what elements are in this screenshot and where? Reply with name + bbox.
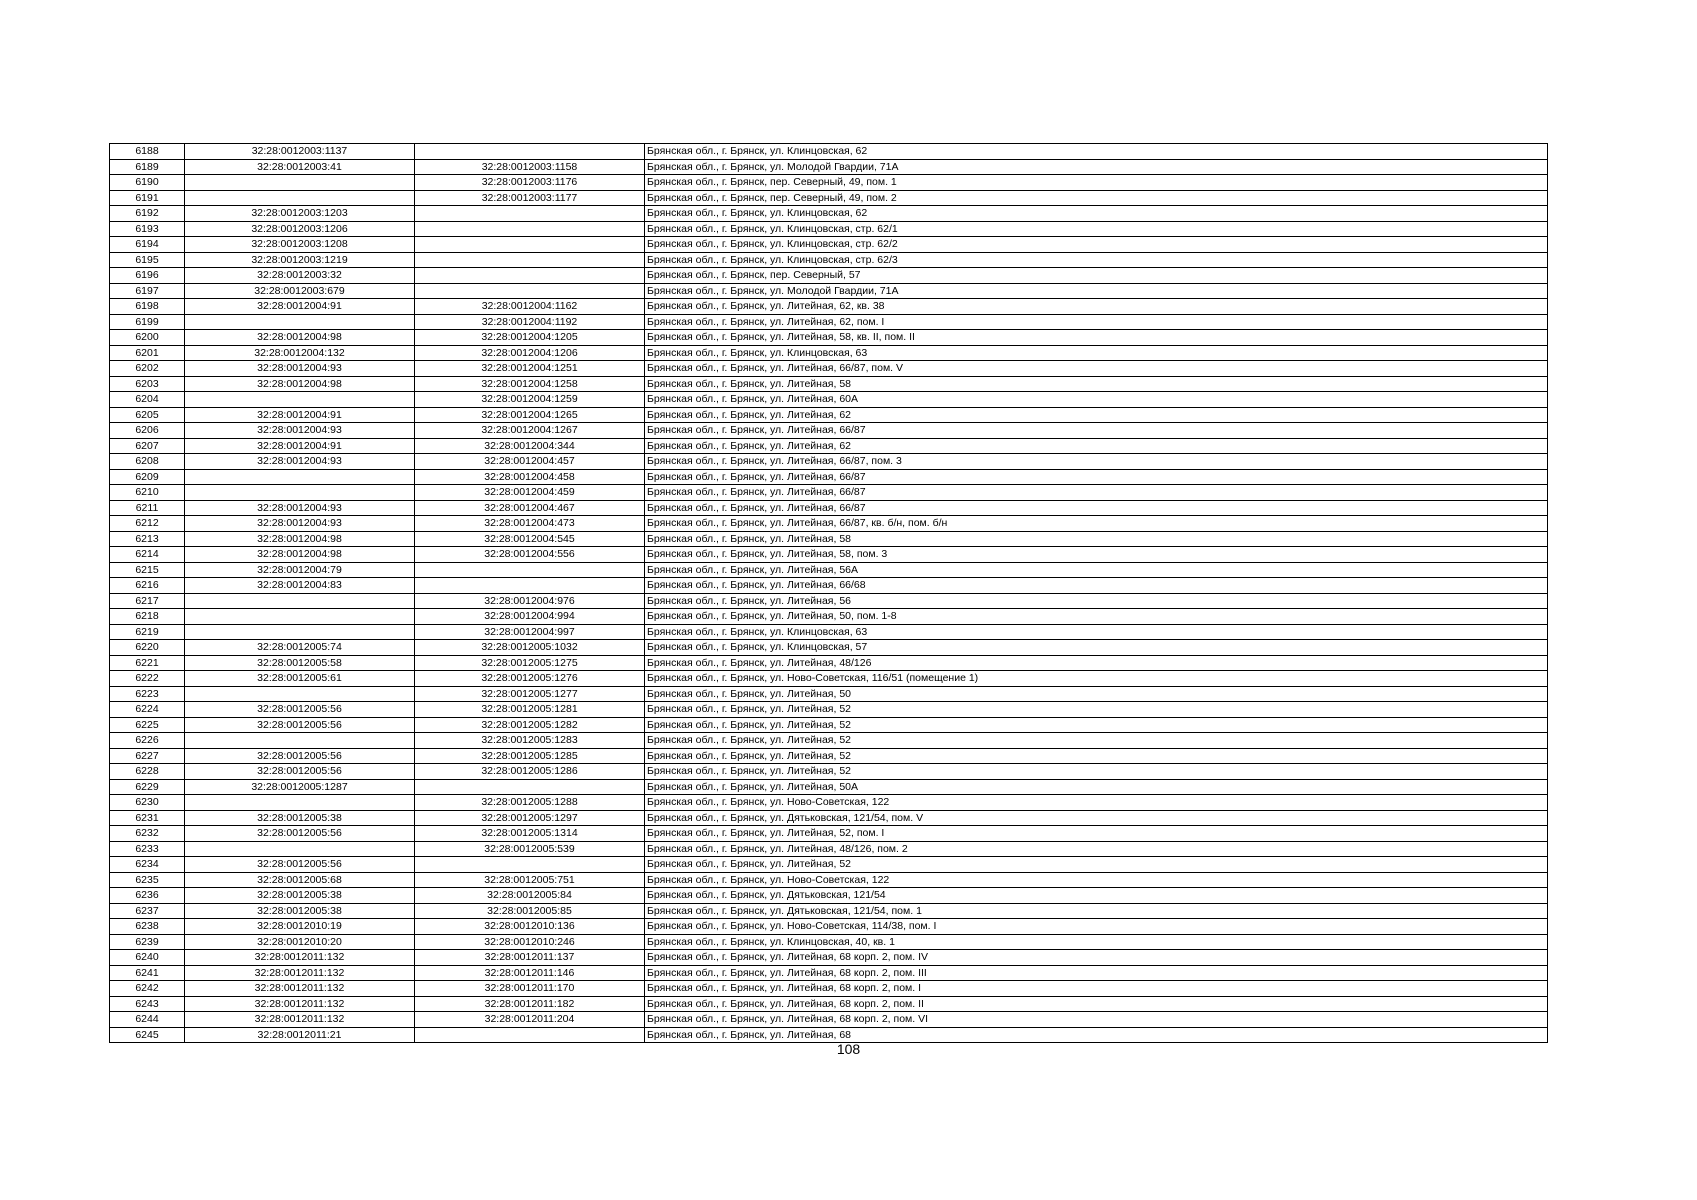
parcel-number-cell: 32:28:0012005:38	[185, 888, 415, 904]
parcel-number-cell: 32:28:0012004:98	[185, 547, 415, 563]
parcel-number-cell	[185, 733, 415, 749]
object-number-cell: 32:28:0012005:1277	[415, 686, 645, 702]
object-number-cell: 32:28:0012004:1267	[415, 423, 645, 439]
address-cell: Брянская обл., г. Брянск, ул. Клинцовская, 62	[645, 206, 1548, 222]
parcel-number-cell	[185, 175, 415, 191]
table-row	[110, 268, 1548, 284]
address-cell: Брянская обл., г. Брянск, ул. Литейная, 68 корп. 2, пом. II	[645, 996, 1548, 1012]
object-number-cell: 32:28:0012004:473	[415, 516, 645, 532]
address-cell: Брянская обл., г. Брянск, ул. Молодой Гвардии, 71А	[645, 159, 1548, 175]
row-number-cell: 6215	[110, 562, 185, 578]
row-number-cell: 6195	[110, 252, 185, 268]
address-cell: Брянская обл., г. Брянск, ул. Клинцовская, 63	[645, 345, 1548, 361]
row-number-cell: 6197	[110, 283, 185, 299]
table-row	[110, 345, 1548, 361]
row-number-cell: 6217	[110, 593, 185, 609]
table-row	[110, 454, 1548, 470]
parcel-number-cell: 32:28:0012004:93	[185, 516, 415, 532]
row-number-cell: 6236	[110, 888, 185, 904]
object-number-cell: 32:28:0012004:1162	[415, 299, 645, 315]
table-row	[110, 624, 1548, 640]
object-number-cell: 32:28:0012003:1158	[415, 159, 645, 175]
object-number-cell: 32:28:0012005:1286	[415, 764, 645, 780]
parcel-number-cell: 32:28:0012003:1208	[185, 237, 415, 253]
parcel-number-cell	[185, 841, 415, 857]
row-number-cell: 6204	[110, 392, 185, 408]
parcel-number-cell	[185, 190, 415, 206]
table-row	[110, 221, 1548, 237]
address-cell: Брянская обл., г. Брянск, ул. Клинцовская, 57	[645, 640, 1548, 656]
parcel-number-cell	[185, 485, 415, 501]
parcel-number-cell: 32:28:0012005:74	[185, 640, 415, 656]
address-cell: Брянская обл., г. Брянск, ул. Литейная, 50, пом. 1-8	[645, 609, 1548, 625]
table-row	[110, 888, 1548, 904]
table-row	[110, 779, 1548, 795]
address-cell: Брянская обл., г. Брянск, ул. Литейная, 58	[645, 531, 1548, 547]
table-row	[110, 144, 1548, 160]
object-number-cell: 32:28:0012004:1205	[415, 330, 645, 346]
object-number-cell: 32:28:0012005:1283	[415, 733, 645, 749]
row-number-cell: 6227	[110, 748, 185, 764]
table-row	[110, 392, 1548, 408]
parcel-number-cell	[185, 469, 415, 485]
parcel-number-cell: 32:28:0012003:679	[185, 283, 415, 299]
parcel-number-cell: 32:28:0012005:56	[185, 764, 415, 780]
address-cell: Брянская обл., г. Брянск, ул. Литейная, 58, кв. II, пом. II	[645, 330, 1548, 346]
object-number-cell	[415, 237, 645, 253]
object-number-cell: 32:28:0012005:1032	[415, 640, 645, 656]
object-number-cell: 32:28:0012005:1297	[415, 810, 645, 826]
address-cell: Брянская обл., г. Брянск, ул. Литейная, 66/87, пом. V	[645, 361, 1548, 377]
object-number-cell: 32:28:0012010:246	[415, 934, 645, 950]
row-number-cell: 6245	[110, 1027, 185, 1043]
address-cell: Брянская обл., г. Брянск, ул. Ново-Советская, 114/38, пом. I	[645, 919, 1548, 935]
address-cell: Брянская обл., г. Брянск, ул. Литейная, 62, пом. I	[645, 314, 1548, 330]
table-row	[110, 237, 1548, 253]
address-cell: Брянская обл., г. Брянск, ул. Литейная, 66/87, пом. 3	[645, 454, 1548, 470]
row-number-cell: 6190	[110, 175, 185, 191]
address-cell: Брянская обл., г. Брянск, ул. Клинцовская, 63	[645, 624, 1548, 640]
table-row	[110, 717, 1548, 733]
address-cell: Брянская обл., г. Брянск, ул. Клинцовская, 62	[645, 144, 1548, 160]
row-number-cell: 6238	[110, 919, 185, 935]
table-row	[110, 314, 1548, 330]
row-number-cell: 6237	[110, 903, 185, 919]
address-cell: Брянская обл., г. Брянск, ул. Дятьковская, 121/54, пом. 1	[645, 903, 1548, 919]
row-number-cell: 6213	[110, 531, 185, 547]
row-number-cell: 6223	[110, 686, 185, 702]
address-cell: Брянская обл., г. Брянск, ул. Литейная, 50	[645, 686, 1548, 702]
row-number-cell: 6233	[110, 841, 185, 857]
address-cell: Брянская обл., г. Брянск, ул. Клинцовская, стр. 62/1	[645, 221, 1548, 237]
address-cell: Брянская обл., г. Брянск, ул. Литейная, 62	[645, 438, 1548, 454]
table-row	[110, 872, 1548, 888]
table-row	[110, 764, 1548, 780]
table-row	[110, 795, 1548, 811]
object-number-cell: 32:28:0012004:1265	[415, 407, 645, 423]
table-row	[110, 965, 1548, 981]
row-number-cell: 6192	[110, 206, 185, 222]
object-number-cell: 32:28:0012005:1288	[415, 795, 645, 811]
address-cell: Брянская обл., г. Брянск, ул. Литейная, 66/68	[645, 578, 1548, 594]
document-page	[109, 143, 1547, 1043]
object-number-cell: 32:28:0012003:1177	[415, 190, 645, 206]
table-row	[110, 702, 1548, 718]
row-number-cell: 6199	[110, 314, 185, 330]
parcel-number-cell: 32:28:0012005:58	[185, 655, 415, 671]
row-number-cell: 6234	[110, 857, 185, 873]
parcel-number-cell: 32:28:0012005:1287	[185, 779, 415, 795]
table-row	[110, 500, 1548, 516]
row-number-cell: 6242	[110, 981, 185, 997]
object-number-cell	[415, 144, 645, 160]
parcel-number-cell: 32:28:0012003:1219	[185, 252, 415, 268]
object-number-cell	[415, 221, 645, 237]
address-cell: Брянская обл., г. Брянск, ул. Дятьковская, 121/54, пом. V	[645, 810, 1548, 826]
object-number-cell: 32:28:0012005:85	[415, 903, 645, 919]
object-number-cell: 32:28:0012005:1314	[415, 826, 645, 842]
row-number-cell: 6211	[110, 500, 185, 516]
address-cell: Брянская обл., г. Брянск, ул. Литейная, 66/87	[645, 485, 1548, 501]
row-number-cell: 6206	[110, 423, 185, 439]
table-row	[110, 531, 1548, 547]
address-cell: Брянская обл., г. Брянск, ул. Молодой Гвардии, 71А	[645, 283, 1548, 299]
table-row	[110, 857, 1548, 873]
address-cell: Брянская обл., г. Брянск, ул. Ново-Советская, 122	[645, 872, 1548, 888]
row-number-cell: 6203	[110, 376, 185, 392]
row-number-cell: 6194	[110, 237, 185, 253]
object-number-cell: 32:28:0012005:1276	[415, 671, 645, 687]
table-row	[110, 423, 1548, 439]
table-row	[110, 407, 1548, 423]
address-cell: Брянская обл., г. Брянск, ул. Литейная, 52	[645, 717, 1548, 733]
table-row	[110, 655, 1548, 671]
row-number-cell: 6232	[110, 826, 185, 842]
table-row	[110, 748, 1548, 764]
parcel-number-cell: 32:28:0012005:56	[185, 717, 415, 733]
object-number-cell: 32:28:0012004:458	[415, 469, 645, 485]
table-row	[110, 903, 1548, 919]
table-row	[110, 376, 1548, 392]
table-row	[110, 252, 1548, 268]
row-number-cell: 6218	[110, 609, 185, 625]
address-cell: Брянская обл., г. Брянск, ул. Литейная, 58	[645, 376, 1548, 392]
table-row	[110, 283, 1548, 299]
table-row	[110, 996, 1548, 1012]
parcel-number-cell: 32:28:0012011:132	[185, 981, 415, 997]
parcel-number-cell: 32:28:0012004:91	[185, 299, 415, 315]
parcel-number-cell: 32:28:0012004:91	[185, 438, 415, 454]
object-number-cell: 32:28:0012011:146	[415, 965, 645, 981]
address-cell: Брянская обл., г. Брянск, ул. Литейная, 52	[645, 733, 1548, 749]
address-cell: Брянская обл., г. Брянск, ул. Клинцовская, 40, кв. 1	[645, 934, 1548, 950]
address-cell: Брянская обл., г. Брянск, ул. Литейная, 68 корп. 2, пом. III	[645, 965, 1548, 981]
parcel-number-cell	[185, 609, 415, 625]
object-number-cell: 32:28:0012004:545	[415, 531, 645, 547]
object-number-cell	[415, 283, 645, 299]
address-cell: Брянская обл., г. Брянск, ул. Литейная, 62	[645, 407, 1548, 423]
row-number-cell: 6220	[110, 640, 185, 656]
row-number-cell: 6219	[110, 624, 185, 640]
row-number-cell: 6198	[110, 299, 185, 315]
address-cell: Брянская обл., г. Брянск, ул. Литейная, 68 корп. 2, пом. IV	[645, 950, 1548, 966]
table-row	[110, 578, 1548, 594]
parcel-number-cell: 32:28:0012004:93	[185, 500, 415, 516]
object-number-cell	[415, 562, 645, 578]
table-row	[110, 175, 1548, 191]
parcel-number-cell: 32:28:0012004:93	[185, 454, 415, 470]
address-cell: Брянская обл., г. Брянск, ул. Литейная, 68 корп. 2, пом. VI	[645, 1012, 1548, 1028]
table-row	[110, 686, 1548, 702]
row-number-cell: 6210	[110, 485, 185, 501]
row-number-cell: 6221	[110, 655, 185, 671]
address-cell: Брянская обл., г. Брянск, ул. Литейная, 52	[645, 857, 1548, 873]
address-cell: Брянская обл., г. Брянск, ул. Литейная, 52	[645, 764, 1548, 780]
row-number-cell: 6207	[110, 438, 185, 454]
row-number-cell: 6240	[110, 950, 185, 966]
table-row	[110, 810, 1548, 826]
parcel-number-cell: 32:28:0012011:132	[185, 950, 415, 966]
parcel-number-cell	[185, 624, 415, 640]
table-row	[110, 1012, 1548, 1028]
parcel-number-cell: 32:28:0012003:1137	[185, 144, 415, 160]
parcel-number-cell: 32:28:0012003:1206	[185, 221, 415, 237]
row-number-cell: 6201	[110, 345, 185, 361]
table-row	[110, 934, 1548, 950]
parcel-number-cell: 32:28:0012005:56	[185, 857, 415, 873]
address-cell: Брянская обл., г. Брянск, ул. Литейная, 60А	[645, 392, 1548, 408]
object-number-cell: 32:28:0012005:539	[415, 841, 645, 857]
row-number-cell: 6230	[110, 795, 185, 811]
parcel-number-cell: 32:28:0012003:41	[185, 159, 415, 175]
row-number-cell: 6193	[110, 221, 185, 237]
row-number-cell: 6243	[110, 996, 185, 1012]
object-number-cell: 32:28:0012011:182	[415, 996, 645, 1012]
row-number-cell: 6222	[110, 671, 185, 687]
parcel-number-cell: 32:28:0012005:56	[185, 702, 415, 718]
row-number-cell: 6229	[110, 779, 185, 795]
object-number-cell: 32:28:0012004:467	[415, 500, 645, 516]
object-number-cell: 32:28:0012004:556	[415, 547, 645, 563]
object-number-cell: 32:28:0012004:457	[415, 454, 645, 470]
object-number-cell: 32:28:0012005:84	[415, 888, 645, 904]
row-number-cell: 6208	[110, 454, 185, 470]
address-cell: Брянская обл., г. Брянск, ул. Литейная, 52	[645, 702, 1548, 718]
table-row	[110, 593, 1548, 609]
object-number-cell	[415, 206, 645, 222]
row-number-cell: 6241	[110, 965, 185, 981]
row-number-cell: 6216	[110, 578, 185, 594]
object-number-cell: 32:28:0012005:1285	[415, 748, 645, 764]
parcel-number-cell: 32:28:0012005:61	[185, 671, 415, 687]
cadastral-table	[109, 143, 1548, 1043]
parcel-number-cell: 32:28:0012004:79	[185, 562, 415, 578]
parcel-number-cell	[185, 686, 415, 702]
row-number-cell: 6228	[110, 764, 185, 780]
object-number-cell: 32:28:0012011:137	[415, 950, 645, 966]
address-cell: Брянская обл., г. Брянск, ул. Литейная, 48/126	[645, 655, 1548, 671]
address-cell: Брянская обл., г. Брянск, ул. Литейная, 66/87, кв. б/н, пом. б/н	[645, 516, 1548, 532]
parcel-number-cell: 32:28:0012010:20	[185, 934, 415, 950]
table-row	[110, 299, 1548, 315]
table-row	[110, 190, 1548, 206]
parcel-number-cell: 32:28:0012005:68	[185, 872, 415, 888]
object-number-cell	[415, 268, 645, 284]
table-row	[110, 671, 1548, 687]
address-cell: Брянская обл., г. Брянск, ул. Литейная, 68	[645, 1027, 1548, 1043]
table-row	[110, 981, 1548, 997]
address-cell: Брянская обл., г. Брянск, ул. Дятьковская, 121/54	[645, 888, 1548, 904]
row-number-cell: 6212	[110, 516, 185, 532]
parcel-number-cell: 32:28:0012010:19	[185, 919, 415, 935]
parcel-number-cell: 32:28:0012005:38	[185, 810, 415, 826]
object-number-cell: 32:28:0012005:1275	[415, 655, 645, 671]
table-row	[110, 469, 1548, 485]
table-body	[110, 144, 1548, 1043]
object-number-cell: 32:28:0012011:170	[415, 981, 645, 997]
object-number-cell: 32:28:0012003:1176	[415, 175, 645, 191]
table-row	[110, 485, 1548, 501]
row-number-cell: 6196	[110, 268, 185, 284]
address-cell: Брянская обл., г. Брянск, пер. Северный, 49, пом. 1	[645, 175, 1548, 191]
object-number-cell: 32:28:0012004:997	[415, 624, 645, 640]
row-number-cell: 6202	[110, 361, 185, 377]
row-number-cell: 6235	[110, 872, 185, 888]
parcel-number-cell: 32:28:0012011:21	[185, 1027, 415, 1043]
row-number-cell: 6224	[110, 702, 185, 718]
row-number-cell: 6189	[110, 159, 185, 175]
parcel-number-cell: 32:28:0012003:32	[185, 268, 415, 284]
table-row	[110, 950, 1548, 966]
parcel-number-cell	[185, 795, 415, 811]
address-cell: Брянская обл., г. Брянск, ул. Литейная, 52, пом. I	[645, 826, 1548, 842]
table-row	[110, 733, 1548, 749]
parcel-number-cell: 32:28:0012004:93	[185, 423, 415, 439]
row-number-cell: 6200	[110, 330, 185, 346]
row-number-cell: 6214	[110, 547, 185, 563]
parcel-number-cell: 32:28:0012005:56	[185, 826, 415, 842]
page-number: 108	[836, 1041, 861, 1057]
table-row	[110, 826, 1548, 842]
parcel-number-cell	[185, 593, 415, 609]
address-cell: Брянская обл., г. Брянск, ул. Литейная, 66/87	[645, 469, 1548, 485]
object-number-cell: 32:28:0012011:204	[415, 1012, 645, 1028]
address-cell: Брянская обл., г. Брянск, ул. Литейная, 48/126, пом. 2	[645, 841, 1548, 857]
object-number-cell: 32:28:0012005:1281	[415, 702, 645, 718]
parcel-number-cell: 32:28:0012011:132	[185, 996, 415, 1012]
address-cell: Брянская обл., г. Брянск, ул. Литейная, 50А	[645, 779, 1548, 795]
object-number-cell: 32:28:0012004:1206	[415, 345, 645, 361]
parcel-number-cell: 32:28:0012011:132	[185, 1012, 415, 1028]
parcel-number-cell: 32:28:0012004:83	[185, 578, 415, 594]
object-number-cell: 32:28:0012004:976	[415, 593, 645, 609]
table-row	[110, 562, 1548, 578]
row-number-cell: 6231	[110, 810, 185, 826]
table-row	[110, 206, 1548, 222]
row-number-cell: 6239	[110, 934, 185, 950]
object-number-cell: 32:28:0012010:136	[415, 919, 645, 935]
parcel-number-cell: 32:28:0012011:132	[185, 965, 415, 981]
row-number-cell: 6225	[110, 717, 185, 733]
object-number-cell: 32:28:0012004:994	[415, 609, 645, 625]
address-cell: Брянская обл., г. Брянск, ул. Литейная, 68 корп. 2, пом. I	[645, 981, 1548, 997]
object-number-cell	[415, 857, 645, 873]
object-number-cell: 32:28:0012004:344	[415, 438, 645, 454]
address-cell: Брянская обл., г. Брянск, ул. Клинцовская, стр. 62/3	[645, 252, 1548, 268]
address-cell: Брянская обл., г. Брянск, ул. Литейная, 66/87	[645, 500, 1548, 516]
object-number-cell	[415, 578, 645, 594]
object-number-cell: 32:28:0012004:1258	[415, 376, 645, 392]
object-number-cell: 32:28:0012005:751	[415, 872, 645, 888]
row-number-cell: 6205	[110, 407, 185, 423]
address-cell: Брянская обл., г. Брянск, ул. Ново-Советская, 116/51 (помещение 1)	[645, 671, 1548, 687]
row-number-cell: 6226	[110, 733, 185, 749]
table-row	[110, 438, 1548, 454]
table-row	[110, 841, 1548, 857]
parcel-number-cell	[185, 392, 415, 408]
address-cell: Брянская обл., г. Брянск, ул. Литейная, 58, пом. 3	[645, 547, 1548, 563]
object-number-cell: 32:28:0012004:1192	[415, 314, 645, 330]
address-cell: Брянская обл., г. Брянск, ул. Литейная, 56	[645, 593, 1548, 609]
parcel-number-cell: 32:28:0012004:91	[185, 407, 415, 423]
address-cell: Брянская обл., г. Брянск, пер. Северный, 49, пом. 2	[645, 190, 1548, 206]
address-cell: Брянская обл., г. Брянск, ул. Литейная, 66/87	[645, 423, 1548, 439]
object-number-cell: 32:28:0012004:459	[415, 485, 645, 501]
parcel-number-cell: 32:28:0012004:98	[185, 330, 415, 346]
address-cell: Брянская обл., г. Брянск, пер. Северный, 57	[645, 268, 1548, 284]
address-cell: Брянская обл., г. Брянск, ул. Ново-Советская, 122	[645, 795, 1548, 811]
table-row	[110, 361, 1548, 377]
table-row	[110, 919, 1548, 935]
table-row	[110, 330, 1548, 346]
row-number-cell: 6191	[110, 190, 185, 206]
object-number-cell: 32:28:0012004:1259	[415, 392, 645, 408]
address-cell: Брянская обл., г. Брянск, ул. Литейная, 62, кв. 38	[645, 299, 1548, 315]
table-row	[110, 640, 1548, 656]
parcel-number-cell: 32:28:0012004:93	[185, 361, 415, 377]
parcel-number-cell: 32:28:0012003:1203	[185, 206, 415, 222]
object-number-cell: 32:28:0012005:1282	[415, 717, 645, 733]
address-cell: Брянская обл., г. Брянск, ул. Литейная, 52	[645, 748, 1548, 764]
address-cell: Брянская обл., г. Брянск, ул. Литейная, 56А	[645, 562, 1548, 578]
table-row	[110, 516, 1548, 532]
object-number-cell	[415, 252, 645, 268]
parcel-number-cell: 32:28:0012004:98	[185, 531, 415, 547]
parcel-number-cell: 32:28:0012005:38	[185, 903, 415, 919]
parcel-number-cell: 32:28:0012005:56	[185, 748, 415, 764]
row-number-cell: 6209	[110, 469, 185, 485]
address-cell: Брянская обл., г. Брянск, ул. Клинцовская, стр. 62/2	[645, 237, 1548, 253]
parcel-number-cell: 32:28:0012004:98	[185, 376, 415, 392]
object-number-cell: 32:28:0012004:1251	[415, 361, 645, 377]
parcel-number-cell	[185, 314, 415, 330]
row-number-cell: 6188	[110, 144, 185, 160]
table-row	[110, 547, 1548, 563]
object-number-cell	[415, 779, 645, 795]
row-number-cell: 6244	[110, 1012, 185, 1028]
parcel-number-cell: 32:28:0012004:132	[185, 345, 415, 361]
table-row	[110, 609, 1548, 625]
table-row	[110, 159, 1548, 175]
